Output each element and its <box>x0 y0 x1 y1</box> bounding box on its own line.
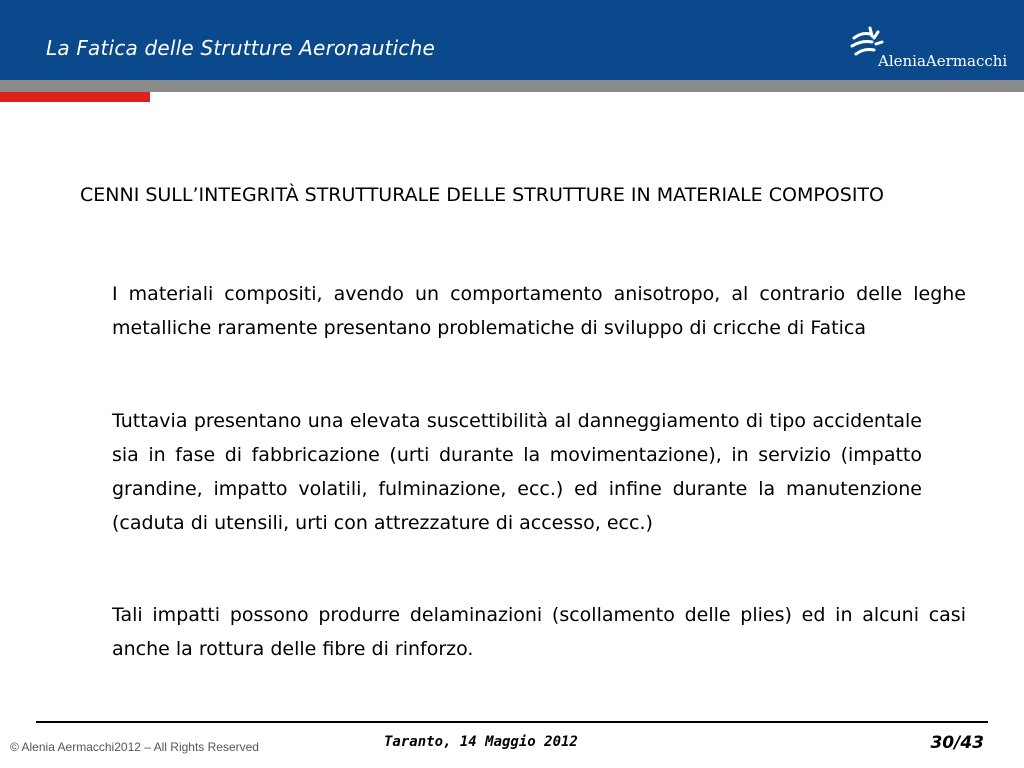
section-title: CENNI SULL’INTEGRITÀ STRUTTURALE DELLE STRUTTURE IN MATERIALE COMPOSITO <box>80 184 884 206</box>
paragraph-1: I materiali compositi, avendo un comportamento anisotropo, al contrario delle leghe metalliche raramente presentano problematiche di sviluppo di cricche di Fatica <box>112 283 966 339</box>
paragraph-3: Tali impatti possono produrre delaminazioni (scollamento delle plies) ed in alcuni casi anche la rottura delle fibre di rinforzo. <box>112 604 966 660</box>
logo-text: AleniaAermacchi <box>878 52 1008 70</box>
paragraph-2: Tuttavia presentano una elevata suscettibilità al danneggiamento di tipo accidentale sia in fase di fabbricazione (urti durante la movimentazione), in servizio (impatto grandine, impatto volatili, fulminazione, ecc.) ed infine durante la manutenzione (caduta di utensili, urti con attrezzature di accesso, ecc.) <box>112 410 922 534</box>
footer-divider <box>36 721 988 723</box>
header-bar <box>0 0 1024 80</box>
header-red-accent <box>0 92 150 102</box>
page-number: 30/43 <box>930 733 984 753</box>
presentation-title: La Fatica delle Strutture Aeronautiche <box>46 36 436 60</box>
header-gray-band <box>0 80 1024 92</box>
company-logo <box>848 24 1018 74</box>
footer-date: Taranto, 14 Maggio 2012 <box>384 734 578 750</box>
copyright-notice: © Alenia Aermacchi2012 – All Rights Reserved <box>10 740 259 754</box>
